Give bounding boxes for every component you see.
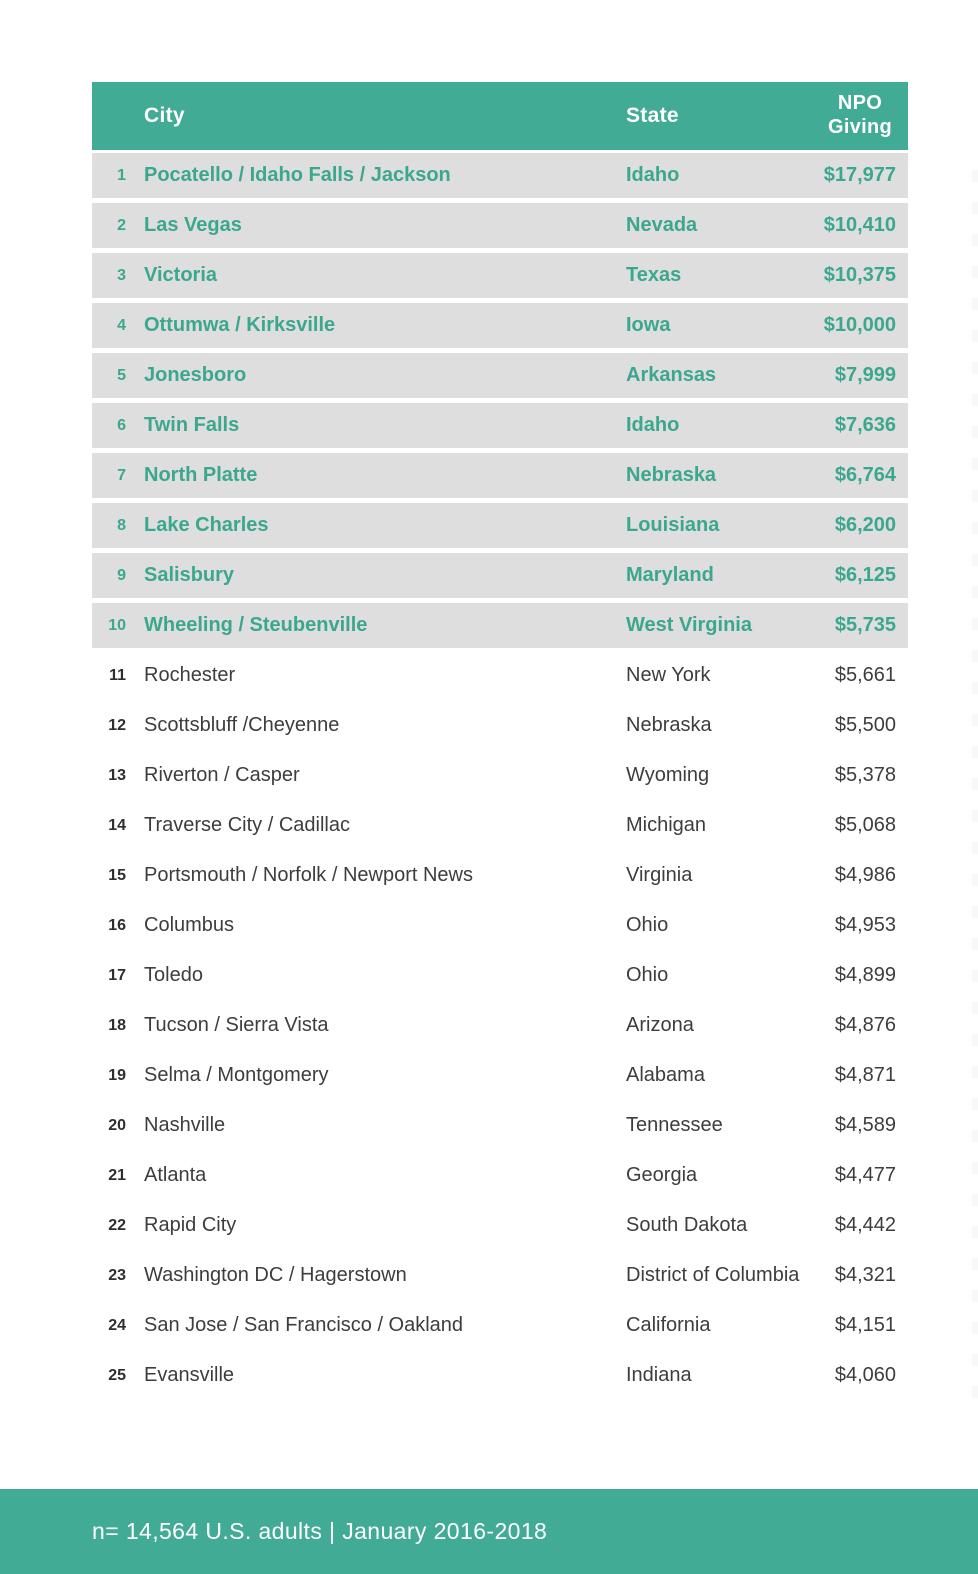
row-npo-giving: $4,442 (834, 1214, 896, 1236)
table-row (92, 853, 908, 898)
table-row (92, 553, 908, 598)
row-rank: 2 (117, 216, 126, 234)
row-state: Nebraska (626, 464, 717, 486)
row-city: Toledo (144, 964, 203, 986)
row-rank: 19 (108, 1066, 126, 1084)
table-row (92, 603, 908, 648)
row-city: Wheeling / Steubenville (144, 614, 368, 636)
row-npo-giving: $6,764 (834, 464, 896, 486)
row-city: Rapid City (144, 1214, 237, 1236)
table-row (92, 503, 908, 548)
row-city: Twin Falls (144, 414, 240, 436)
row-npo-giving: $5,735 (834, 614, 896, 636)
state-column-header: State (626, 104, 679, 127)
table-row (92, 1303, 908, 1348)
row-npo-giving: $7,999 (834, 364, 896, 386)
row-state: South Dakota (626, 1214, 748, 1236)
row-state: District of Columbia (626, 1264, 800, 1286)
row-npo-giving: $10,410 (823, 214, 896, 236)
row-npo-giving: $5,068 (834, 814, 896, 836)
row-state: Alabama (626, 1064, 705, 1086)
row-state: Georgia (626, 1164, 698, 1186)
table-row (92, 403, 908, 448)
row-rank: 1 (117, 166, 126, 184)
table-row (92, 803, 908, 848)
row-state: Virginia (626, 864, 693, 886)
row-rank: 21 (108, 1166, 126, 1184)
row-npo-giving: $5,378 (834, 764, 896, 786)
table-body (92, 153, 908, 1398)
row-state: West Virginia (626, 614, 752, 636)
row-rank: 15 (108, 866, 126, 884)
row-city: Portsmouth / Norfolk / Newport News (144, 864, 473, 886)
table-row (92, 153, 908, 198)
row-rank: 13 (108, 766, 126, 784)
row-state: Arizona (626, 1014, 694, 1036)
npo-giving-column-header: NPO Giving (827, 92, 893, 138)
row-npo-giving: $4,151 (834, 1314, 896, 1336)
row-city: Scottsbluff /Cheyenne (144, 714, 340, 736)
table-header-row (92, 82, 908, 150)
row-npo-giving: $7,636 (834, 414, 896, 436)
row-rank: 12 (108, 716, 126, 734)
row-rank: 7 (117, 466, 126, 484)
row-state: Nevada (626, 214, 698, 236)
row-npo-giving: $4,321 (834, 1264, 896, 1286)
row-rank: 16 (108, 916, 126, 934)
table-row (92, 903, 908, 948)
row-npo-giving: $5,661 (834, 664, 896, 686)
table-row (92, 1153, 908, 1198)
row-npo-giving: $5,500 (834, 714, 896, 736)
row-state: Iowa (626, 314, 671, 336)
row-rank: 9 (117, 566, 126, 584)
row-npo-giving: $6,200 (834, 514, 896, 536)
npo-giving-table (92, 82, 908, 1403)
row-npo-giving: $10,375 (823, 264, 896, 286)
row-rank: 6 (117, 416, 126, 434)
row-npo-giving: $4,060 (834, 1364, 896, 1386)
row-rank: 18 (108, 1016, 126, 1034)
row-city: Evansville (144, 1364, 235, 1386)
row-npo-giving: $4,876 (834, 1014, 896, 1036)
row-rank: 20 (108, 1116, 126, 1134)
row-state: Michigan (626, 814, 707, 836)
row-city: Atlanta (144, 1164, 207, 1186)
table-row (92, 1103, 908, 1148)
row-state: Tennessee (626, 1114, 723, 1136)
row-npo-giving: $4,871 (834, 1064, 896, 1086)
row-city: Riverton / Casper (144, 764, 300, 786)
row-rank: 11 (109, 666, 126, 684)
cropped-right-edge-artifact (972, 152, 978, 1402)
row-state: Ohio (626, 914, 669, 936)
table-row (92, 253, 908, 298)
row-city: Victoria (144, 264, 217, 286)
row-state: Arkansas (626, 364, 717, 386)
row-rank: 22 (108, 1216, 126, 1234)
row-city: Tucson / Sierra Vista (144, 1014, 329, 1036)
table-row (92, 303, 908, 348)
row-npo-giving: $6,125 (834, 564, 896, 586)
row-rank: 8 (117, 516, 126, 534)
row-rank: 14 (108, 816, 126, 834)
row-city: North Platte (144, 464, 258, 486)
row-state: Ohio (626, 964, 669, 986)
row-state: Maryland (626, 564, 714, 586)
table-row (92, 203, 908, 248)
row-rank: 5 (117, 366, 126, 384)
row-state: Louisiana (626, 514, 720, 536)
row-npo-giving: $4,953 (834, 914, 896, 936)
row-rank: 3 (117, 266, 126, 284)
row-city: Columbus (144, 914, 235, 936)
row-city: San Jose / San Francisco / Oakland (144, 1314, 464, 1336)
footer-bar (0, 1489, 978, 1574)
table-row (92, 953, 908, 998)
row-city: Las Vegas (144, 214, 242, 236)
row-state: Indiana (626, 1364, 692, 1386)
sample-note: n= 14,564 U.S. adults | January 2016-2018 (92, 1518, 548, 1544)
row-npo-giving: $4,986 (834, 864, 896, 886)
row-city: Traverse City / Cadillac (144, 814, 350, 836)
row-rank: 25 (108, 1366, 126, 1384)
table-row (92, 703, 908, 748)
row-state: New York (626, 664, 711, 686)
row-npo-giving: $4,899 (834, 964, 896, 986)
table-row (92, 753, 908, 798)
row-npo-giving: $17,977 (823, 164, 896, 186)
row-rank: 24 (108, 1316, 126, 1334)
row-rank: 23 (108, 1266, 126, 1284)
table-row (92, 353, 908, 398)
row-rank: 10 (108, 616, 126, 634)
row-state: California (626, 1314, 711, 1336)
table-row (92, 1003, 908, 1048)
row-rank: 17 (108, 966, 126, 984)
table-row (92, 1253, 908, 1298)
row-city: Salisbury (144, 564, 235, 586)
row-city: Nashville (144, 1114, 226, 1136)
row-city: Rochester (144, 664, 236, 686)
city-column-header: City (144, 104, 185, 127)
row-npo-giving: $4,589 (834, 1114, 896, 1136)
row-state: Texas (626, 264, 682, 286)
table-row (92, 1203, 908, 1248)
row-state: Idaho (626, 164, 680, 186)
row-city: Pocatello / Idaho Falls / Jackson (144, 164, 451, 186)
table-row (92, 453, 908, 498)
row-city: Ottumwa / Kirksville (144, 314, 336, 336)
row-npo-giving: $4,477 (834, 1164, 896, 1186)
row-city: Selma / Montgomery (144, 1064, 329, 1086)
table-row (92, 1353, 908, 1398)
row-rank: 4 (117, 316, 126, 334)
row-state: Wyoming (626, 764, 710, 786)
row-npo-giving: $10,000 (823, 314, 896, 336)
row-state: Nebraska (626, 714, 712, 736)
table-row (92, 653, 908, 698)
row-city: Lake Charles (144, 514, 269, 536)
table-row (92, 1053, 908, 1098)
row-state: Idaho (626, 414, 680, 436)
row-city: Washington DC / Hagerstown (144, 1264, 407, 1286)
row-city: Jonesboro (144, 364, 247, 386)
